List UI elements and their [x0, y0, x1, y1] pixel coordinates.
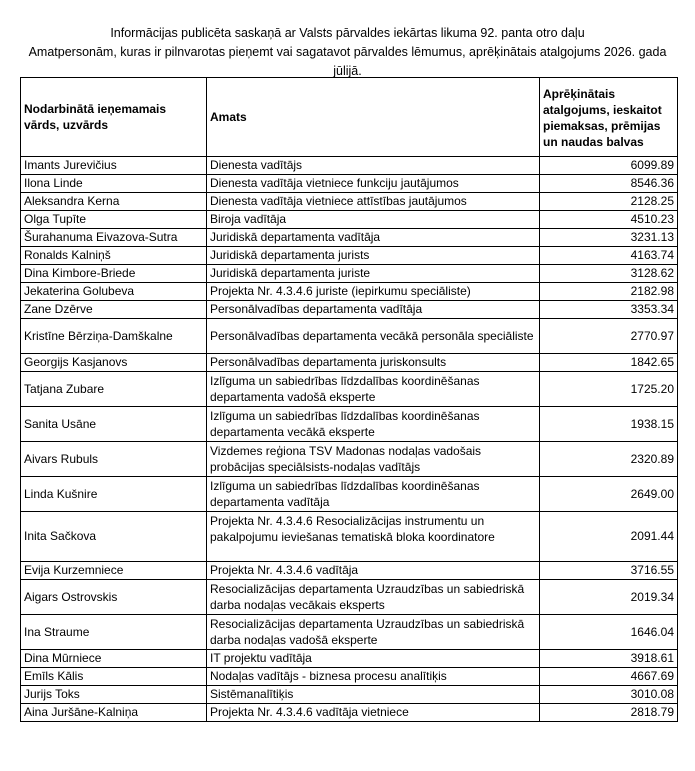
- cell-name: Jurijs Toks: [21, 686, 207, 704]
- cell-name: Aivars Rubuls: [21, 442, 207, 477]
- table-row: [21, 211, 678, 229]
- cell-role: Projekta Nr. 4.3.4.6 vadītāja: [207, 562, 540, 580]
- cell-name: Zane Dzērve: [21, 301, 207, 319]
- cell-name: Tatjana Zubare: [21, 372, 207, 407]
- cell-name: Dina Kimbore-Briede: [21, 265, 207, 283]
- cell-pay: 2649.00: [540, 477, 678, 512]
- table-row: [21, 319, 678, 354]
- header-role: Amats: [207, 78, 540, 157]
- table-row: [21, 283, 678, 301]
- table-row: [21, 407, 678, 442]
- cell-pay: 2818.79: [540, 704, 678, 722]
- cell-pay: 3716.55: [540, 562, 678, 580]
- cell-role: Personālvadības departamenta vadītāja: [207, 301, 540, 319]
- table-row: [21, 247, 678, 265]
- cell-name: Aigars Ostrovskis: [21, 580, 207, 615]
- table-row: [21, 615, 678, 650]
- cell-role: Juridiskā departamenta juriste: [207, 265, 540, 283]
- cell-pay: 3231.13: [540, 229, 678, 247]
- cell-pay: 2128.25: [540, 193, 678, 211]
- cell-role: Personālvadības departamenta juriskonsults: [207, 354, 540, 372]
- table-row: [21, 193, 678, 211]
- cell-name: Inita Sačkova: [21, 512, 207, 562]
- salary-table: [20, 77, 678, 722]
- cell-name: Aleksandra Kerna: [21, 193, 207, 211]
- table-row: [21, 229, 678, 247]
- cell-pay: 6099.89: [540, 157, 678, 175]
- cell-name: Olga Tupīte: [21, 211, 207, 229]
- table-row: [21, 668, 678, 686]
- cell-name: Georgijs Kasjanovs: [21, 354, 207, 372]
- table-row: [21, 372, 678, 407]
- cell-role: Projekta Nr. 4.3.4.6 juriste (iepirkumu speciāliste): [207, 283, 540, 301]
- cell-name: Šurahanuma Eivazova-Sutra: [21, 229, 207, 247]
- cell-name: Ina Straume: [21, 615, 207, 650]
- cell-pay: 4667.69: [540, 668, 678, 686]
- cell-role: Personālvadības departamenta vecākā personāla speciāliste: [207, 319, 540, 354]
- cell-role: Projekta Nr. 4.3.4.6 Resocializācijas instrumentu un pakalpojumu ieviešanas tematiskā bloka koordinatore: [207, 512, 540, 562]
- table-row: [21, 354, 678, 372]
- header-pay: Aprēķinātais atalgojums, ieskaitot piemaksas, prēmijas un naudas balvas: [540, 78, 678, 157]
- table-header-row: [21, 78, 678, 157]
- cell-name: Linda Kušnire: [21, 477, 207, 512]
- table-row: [21, 157, 678, 175]
- cell-pay: 2091.44: [540, 512, 678, 562]
- caption-line-2: Amatpersonām, kuras ir pilnvarotas pieņemt vai sagatavot pārvaldes lēmumus, aprēķinātais atalgojums 2026. gada jūlijā.: [28, 45, 667, 78]
- cell-role: Projekta Nr. 4.3.4.6 vadītāja vietniece: [207, 704, 540, 722]
- cell-pay: 2019.34: [540, 580, 678, 615]
- cell-role: Juridiskā departamenta vadītāja: [207, 229, 540, 247]
- table-row: [21, 265, 678, 283]
- cell-name: Ronalds Kalniņš: [21, 247, 207, 265]
- table-row: [21, 650, 678, 668]
- cell-role: Nodaļas vadītājs - biznesa procesu analītiķis: [207, 668, 540, 686]
- cell-pay: 2320.89: [540, 442, 678, 477]
- cell-role: Vizdemes reģiona TSV Madonas nodaļas vadošais probācijas speciālsists-nodaļas vadītājs: [207, 442, 540, 477]
- header-name: Nodarbinātā ieņemamais vārds, uzvārds: [21, 78, 207, 157]
- cell-role: Dienesta vadītāja vietniece funkciju jautājumos: [207, 175, 540, 193]
- cell-pay: 4510.23: [540, 211, 678, 229]
- cell-name: Ilona Linde: [21, 175, 207, 193]
- cell-pay: 1938.15: [540, 407, 678, 442]
- cell-role: Biroja vadītāja: [207, 211, 540, 229]
- table-row: [21, 512, 678, 562]
- table-row: [21, 175, 678, 193]
- cell-role: Izlīguma un sabiedrības līdzdalības koordinēšanas departamenta vadītāja: [207, 477, 540, 512]
- table-row: [21, 477, 678, 512]
- table-row: [21, 442, 678, 477]
- cell-pay: 1842.65: [540, 354, 678, 372]
- cell-name: Dina Mūrniece: [21, 650, 207, 668]
- document-caption: [16, 24, 679, 81]
- cell-role: Izlīguma un sabiedrības līdzdalības koordinēšanas departamenta vadošā eksperte: [207, 372, 540, 407]
- cell-pay: 8546.36: [540, 175, 678, 193]
- table-row: [21, 301, 678, 319]
- cell-pay: 3918.61: [540, 650, 678, 668]
- cell-name: Evija Kurzemniece: [21, 562, 207, 580]
- cell-role: Sistēmanalītiķis: [207, 686, 540, 704]
- cell-role: Resocializācijas departamenta Uzraudzības un sabiedriskā darba nodaļas vecākais eksperts: [207, 580, 540, 615]
- cell-name: Aina Juršāne-Kalniņa: [21, 704, 207, 722]
- caption-line-1: Informācijas publicēta saskaņā ar Valsts pārvaldes iekārtas likuma 92. panta otro daļu: [110, 26, 585, 40]
- cell-pay: 2770.97: [540, 319, 678, 354]
- cell-role: Resocializācijas departamenta Uzraudzības un sabiedriskā darba nodaļas vadošā eksperte: [207, 615, 540, 650]
- cell-name: Imants Jurevičius: [21, 157, 207, 175]
- cell-pay: 3128.62: [540, 265, 678, 283]
- cell-role: Izlīguma un sabiedrības līdzdalības koordinēšanas departamenta vecākā eksperte: [207, 407, 540, 442]
- cell-name: Sanita Usāne: [21, 407, 207, 442]
- table-row: [21, 686, 678, 704]
- cell-name: Emīls Kālis: [21, 668, 207, 686]
- cell-pay: 1725.20: [540, 372, 678, 407]
- cell-name: Kristīne Bērziņa-Damškalne: [21, 319, 207, 354]
- table-row: [21, 580, 678, 615]
- cell-role: IT projektu vadītāja: [207, 650, 540, 668]
- cell-role: Juridiskā departamenta jurists: [207, 247, 540, 265]
- cell-pay: 3353.34: [540, 301, 678, 319]
- cell-role: Dienesta vadītāja vietniece attīstības jautājumos: [207, 193, 540, 211]
- cell-pay: 1646.04: [540, 615, 678, 650]
- cell-role: Dienesta vadītājs: [207, 157, 540, 175]
- table-row: [21, 704, 678, 722]
- cell-pay: 4163.74: [540, 247, 678, 265]
- cell-pay: 3010.08: [540, 686, 678, 704]
- cell-name: Jekaterina Golubeva: [21, 283, 207, 301]
- cell-pay: 2182.98: [540, 283, 678, 301]
- table-row: [21, 562, 678, 580]
